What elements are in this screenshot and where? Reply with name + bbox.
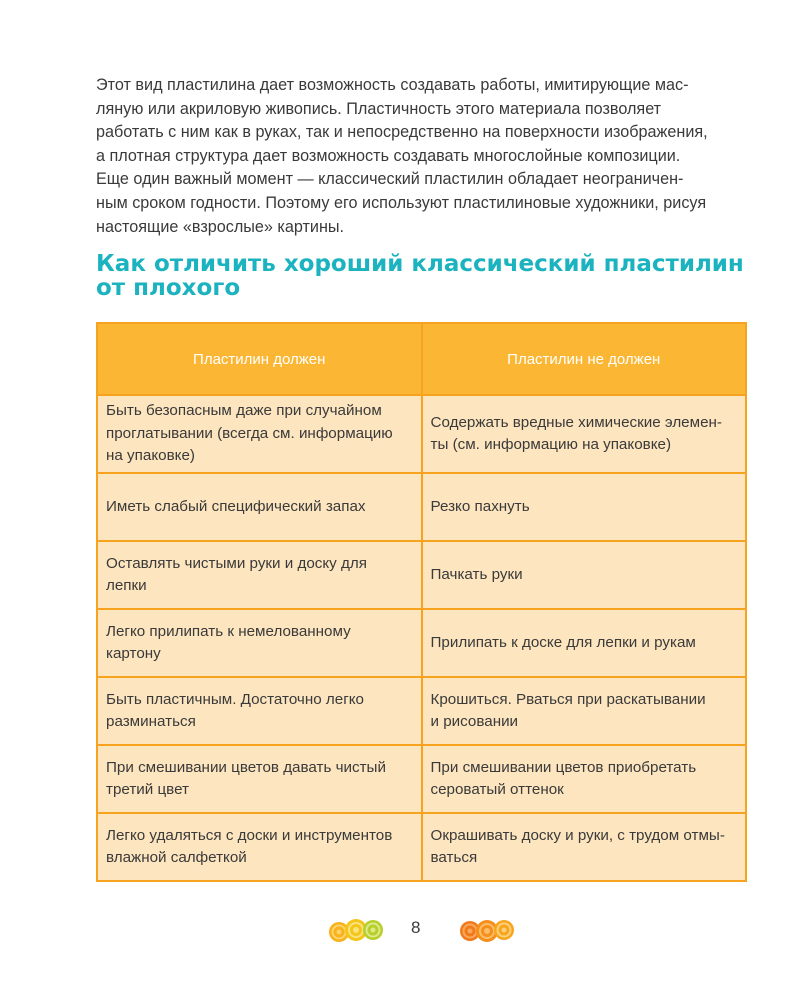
intro-line: ляную или акриловую живопись. Пластичность этого материала позволяет bbox=[96, 99, 662, 118]
header-should: Пластилин должен bbox=[97, 323, 422, 395]
intro-line: работать с ним как в руках, так и непосредственно на поверхности изображения, bbox=[96, 123, 708, 142]
cell-should bbox=[97, 609, 422, 677]
cell-line: картону bbox=[106, 645, 161, 662]
section-title-line: от плохого bbox=[96, 275, 241, 301]
cell-line: Содержать вредные химические элемен- bbox=[430, 413, 722, 431]
intro-line: Еще один важный момент — классический пластилин обладает неограничен- bbox=[96, 170, 684, 189]
cell-line: на упаковке) bbox=[106, 447, 195, 465]
cell-line: и рисовании bbox=[430, 713, 519, 730]
section-title-line: Как отличить хороший классический пластилин bbox=[96, 251, 744, 277]
cell-line: Легко прилипать к немелованному bbox=[106, 622, 351, 640]
cell-line: ты (см. информацию на упаковке) bbox=[430, 436, 672, 453]
cell-line: Прилипать к доске для лепки и рукам bbox=[430, 633, 696, 651]
cell-should-not bbox=[422, 813, 747, 881]
plasticine-balls-orange-icon bbox=[458, 917, 518, 943]
cell-line: Пачкать руки bbox=[430, 565, 523, 583]
table-row bbox=[97, 813, 746, 881]
cell-should bbox=[97, 395, 422, 473]
cell-line: Иметь слабый специфический запах bbox=[106, 497, 366, 515]
table-header-row bbox=[97, 323, 746, 395]
section-title bbox=[96, 252, 756, 300]
cell-line: При смешивании цветов давать чистый bbox=[106, 758, 386, 776]
table-row bbox=[97, 541, 746, 609]
cell-line: Быть пластичным. Достаточно легко bbox=[106, 690, 365, 708]
table-row bbox=[97, 609, 746, 677]
cell-should-not bbox=[422, 541, 747, 609]
cell-line: разминаться bbox=[106, 713, 196, 730]
intro-line: Этот вид пластилина дает возможность создавать работы, имитирующие мас- bbox=[96, 76, 689, 94]
cell-should bbox=[97, 473, 422, 541]
cell-line: третий цвет bbox=[106, 781, 189, 798]
cell-should-not bbox=[422, 395, 747, 473]
cell-should bbox=[97, 677, 422, 745]
cell-should-not bbox=[422, 473, 747, 541]
cell-line: Оставлять чистыми руки и доску для bbox=[106, 554, 367, 572]
cell-should bbox=[97, 813, 422, 881]
cell-line: проглатывании (всегда см. информацию bbox=[106, 424, 393, 442]
table-row bbox=[97, 677, 746, 745]
cell-line: Окрашивать доску и руки, с трудом отмы- bbox=[430, 826, 725, 844]
cell-should-not bbox=[422, 677, 747, 745]
cell-line: Крошиться. Рваться при раскатывании bbox=[430, 690, 706, 708]
intro-paragraph bbox=[96, 74, 746, 239]
intro-line: настоящие «взрослые» картины. bbox=[96, 217, 345, 236]
plasticine-balls-yellow-green-icon bbox=[326, 917, 386, 943]
table-row bbox=[97, 395, 746, 473]
cell-line: ваться bbox=[430, 849, 478, 866]
intro-line: а плотная структура дает возможность создавать многослойные композиции. bbox=[96, 146, 681, 165]
cell-line: Быть безопасным даже при случайном bbox=[106, 402, 382, 420]
cell-should bbox=[97, 745, 422, 813]
cell-should-not bbox=[422, 745, 747, 813]
cell-should-not bbox=[422, 609, 747, 677]
page-footer bbox=[0, 912, 808, 948]
cell-should bbox=[97, 541, 422, 609]
cell-line: сероватый оттенок bbox=[430, 781, 564, 798]
comparison-table bbox=[96, 322, 747, 882]
cell-line: влажной салфеткой bbox=[106, 849, 247, 866]
page-number: 8 bbox=[411, 918, 421, 937]
cell-line: Резко пахнуть bbox=[430, 497, 530, 515]
cell-line: Легко удаляться с доски и инструментов bbox=[106, 826, 393, 844]
cell-line: При смешивании цветов приобретать bbox=[430, 758, 697, 776]
header-should-not: Пластилин не должен bbox=[422, 323, 747, 395]
intro-line: ным сроком годности. Поэтому его используют пластилиновые художники, рисуя bbox=[96, 193, 707, 212]
cell-line: лепки bbox=[106, 577, 147, 594]
table-row bbox=[97, 745, 746, 813]
table-row bbox=[97, 473, 746, 541]
